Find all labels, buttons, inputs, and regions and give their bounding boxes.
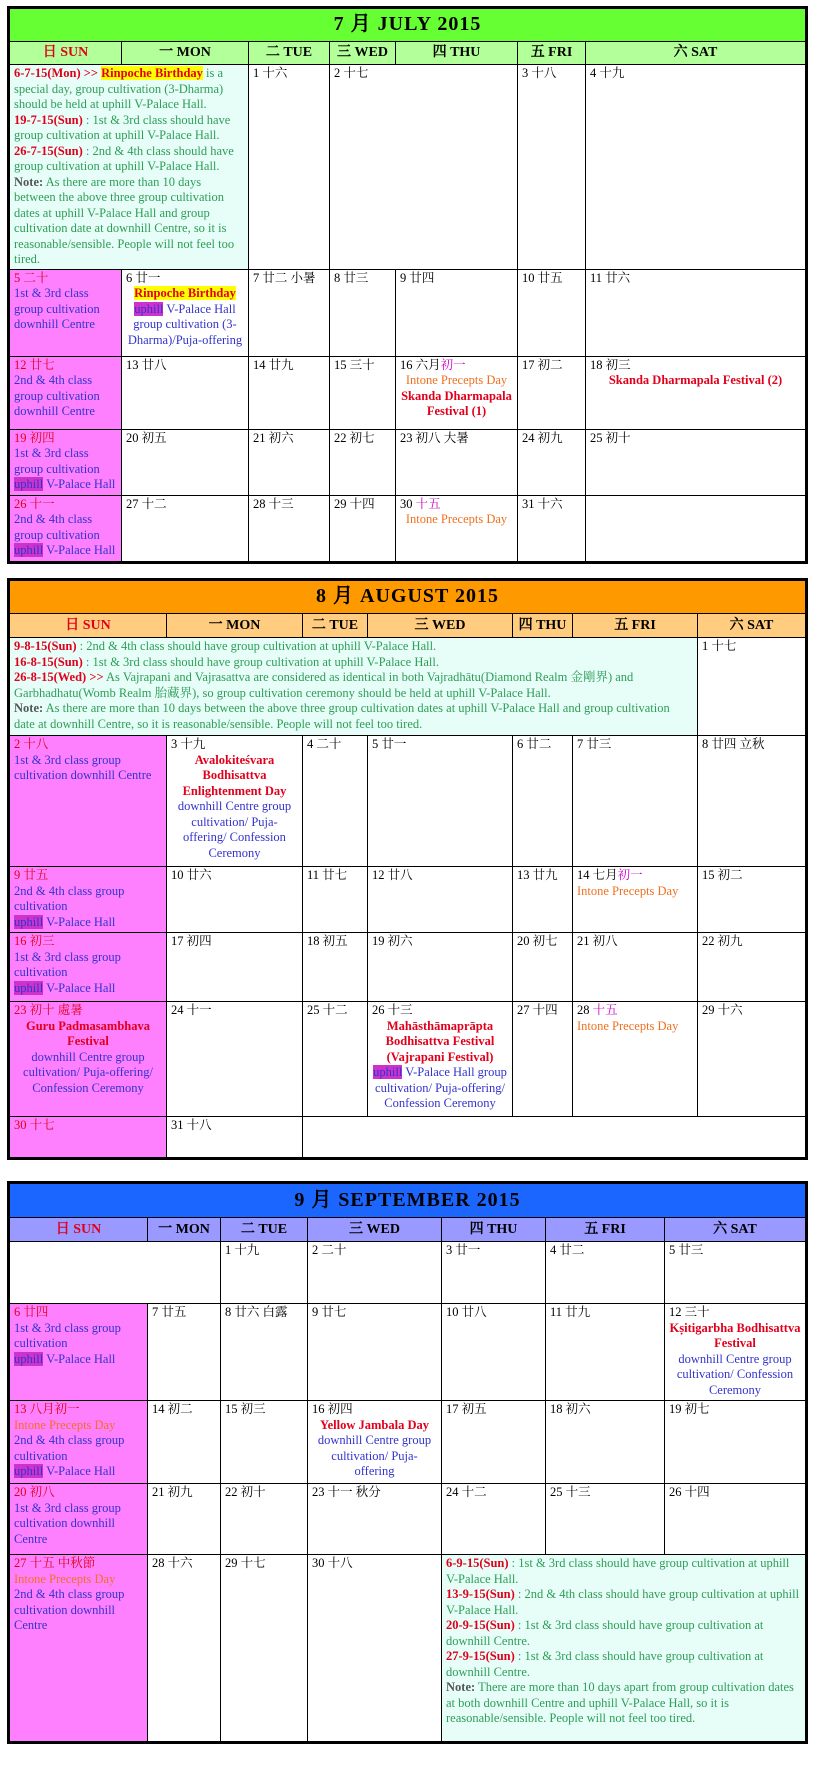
september-note: 6-9-15(Sun) : 1st & 3rd class should have group cultivation at uphill V-Palace Hall. 13-9-15(Sun) : 2nd & 4th class should have group cultivation at uphill V-Palace Hall. 20-9-15(Sun) : 1st & 3rd class should have group cultivation at downhill Centre. 27-9-15(Sun) : 1st & 3rd class should have group cultivation at downhill Centre. Note: There are more than 10 days apart from group cultivation dates at both downhill Centre and uphill V-Palace Hall, so it is reasonable/sensible. People will not feel too tired. [442,1555,806,1742]
july-day-27: 27 十二 [122,495,249,561]
august-day-15: 15 初二 [698,867,806,933]
july-header-tue: 二 TUE [249,42,330,65]
july-day-28: 28 十三 [249,495,330,561]
august-header-tue: 二 TUE [303,614,368,638]
august-calendar [7,578,808,1160]
september-header-sat: 六 SAT [665,1218,806,1242]
september-day-5: 5 廿三 [665,1242,806,1304]
september-day-18: 18 初六 [546,1401,665,1484]
september-header-mon: 一 MON [148,1218,221,1242]
august-day-11: 11 廿七 [303,867,368,933]
july-day-6: 6 廿一 Rinpoche Birthday uphill V-Palace Hall group cultivation (3-Dharma)/Puja-offering [122,269,249,356]
july-day-29: 29 十四 [330,495,396,561]
august-header-fri: 五 FRI [573,614,698,638]
august-day-31: 31 十八 [167,1117,303,1158]
july-day-14: 14 廿九 [249,356,330,429]
july-header-thu: 四 THU [396,42,518,65]
september-day-11: 11 廿九 [546,1304,665,1401]
august-header-wed: 三 WED [368,614,513,638]
september-day-2: 2 二十 [308,1242,442,1304]
july-day-5: 5 二十 1st & 3rd class group cultivation downhill Centre [10,269,122,356]
september-calendar [7,1181,808,1744]
august-day-16: 16 初三 1st & 3rd class group cultivation uphill V-Palace Hall [10,933,167,1002]
july-day-31: 31 十六 [518,495,586,561]
august-header-mon: 一 MON [167,614,303,638]
july-header-fri: 五 FRI [518,42,586,65]
september-day-4: 4 廿二 [546,1242,665,1304]
september-day-6: 6 廿四 1st & 3rd class group cultivation uphill V-Palace Hall [10,1304,148,1401]
september-day-28: 28 十六 [148,1555,221,1742]
august-day-3: 3 十九 Avalokiteśvara Bodhisattva Enlightenment Day downhill Centre group cultivation/ Puja-offering/ Confession Ceremony [167,736,303,867]
august-header-sun: 日 SUN [10,614,167,638]
september-day-26: 26 十四 [665,1484,806,1555]
september-empty [10,1242,221,1304]
september-title: 9 月 SEPTEMBER 2015 [10,1184,806,1218]
july-day-26: 26 十一 2nd & 4th class group cultivation uphill V-Palace Hall [10,495,122,561]
september-day-7: 7 廿五 [148,1304,221,1401]
september-day-25: 25 十三 [546,1484,665,1555]
september-day-24: 24 十二 [442,1484,546,1555]
august-header-thu: 四 THU [513,614,573,638]
september-day-9: 9 廿七 [308,1304,442,1401]
august-day-18: 18 初五 [303,933,368,1002]
july-day-13: 13 廿八 [122,356,249,429]
september-header-fri: 五 FRI [546,1218,665,1242]
august-day-22: 22 初九 [698,933,806,1002]
september-day-16: 16 初四 Yellow Jambala Day downhill Centre group cultivation/ Puja-offering [308,1401,442,1484]
august-day-19: 19 初六 [368,933,513,1002]
july-day-21: 21 初六 [249,429,330,495]
july-day-16: 16 六月初一 Intone Precepts Day Skanda Dharmapala Festival (1) [396,356,518,429]
august-day-24: 24 十一 [167,1002,303,1117]
july-day-11: 11 廿六 [586,269,806,356]
september-day-29: 29 十七 [221,1555,308,1742]
july-header-sat: 六 SAT [586,42,806,65]
august-day-10: 10 廿六 [167,867,303,933]
august-day-5: 5 廿一 [368,736,513,867]
september-day-21: 21 初九 [148,1484,221,1555]
july-header-mon: 一 MON [122,42,249,65]
september-day-22: 22 初十 [221,1484,308,1555]
august-day-2: 2 十八 1st & 3rd class group cultivation downhill Centre [10,736,167,867]
july-title: 7 月 JULY 2015 [10,9,806,42]
august-day-20: 20 初七 [513,933,573,1002]
july-day-8: 8 廿三 [330,269,396,356]
august-day-9: 9 廿五 2nd & 4th class group cultivation uphill V-Palace Hall [10,867,167,933]
september-day-12: 12 三十 Kṣitigarbha Bodhisattva Festival downhill Centre group cultivation/ Confession Ceremony [665,1304,806,1401]
august-day-7: 7 廿三 [573,736,698,867]
september-day-10: 10 廿八 [442,1304,546,1401]
july-header-sun: 日 SUN [10,42,122,65]
september-day-14: 14 初二 [148,1401,221,1484]
august-day-25: 25 十二 [303,1002,368,1117]
july-day-24: 24 初九 [518,429,586,495]
august-day-21: 21 初八 [573,933,698,1002]
august-day-23: 23 初十 處暑 Guru Padmasambhava Festival downhill Centre group cultivation/ Puja-offering/ Confession Ceremony [10,1002,167,1117]
july-day-1: 1 十六 [249,65,330,270]
august-title: 8 月 AUGUST 2015 [10,581,806,614]
july-day-20: 20 初五 [122,429,249,495]
august-day-6: 6 廿二 [513,736,573,867]
july-day-22: 22 初七 [330,429,396,495]
august-empty [303,1117,806,1158]
july-day-9: 9 廿四 [396,269,518,356]
july-day-18: 18 初三 Skanda Dharmapala Festival (2) [586,356,806,429]
august-day-13: 13 廿九 [513,867,573,933]
september-day-27: 27 十五 中秋節 Intone Precepts Day 2nd & 4th class group cultivation downhill Centre [10,1555,148,1742]
july-day-10: 10 廿五 [518,269,586,356]
july-day-30: 30 十五 Intone Precepts Day [396,495,518,561]
july-day-2: 2 十七 [330,65,518,270]
september-day-19: 19 初七 [665,1401,806,1484]
july-note: 6-7-15(Mon) >> Rinpoche Birthday is a special day, group cultivation (3-Dharma) should be held at uphill V-Palace Hall. 19-7-15(Sun) : 1st & 3rd class should have group cultivation at uphill V-Palace Hall. 26-7-15(Sun) : 2nd & 4th class should have group cultivation at uphill V-Palace Hall. Note: As there are more than 10 days between the above three group cultivation dates at uphill V-Palace Hall and group cultivation date at downhill Centre, so it is reasonable/sensible. People will not feel too tired. [10,65,249,270]
september-day-1: 1 十九 [221,1242,308,1304]
august-note: 9-8-15(Sun) : 2nd & 4th class should have group cultivation at uphill V-Palace Hall. 16-8-15(Sun) : 1st & 3rd class should have group cultivation at uphill V-Palace Hall. 26-8-15(Wed) >> As Vajrapani and Vajrasattva are considered as identical in both Vajradhātu(Diamond Realm 金剛界) and Garbhadhatu(Womb Realm 胎藏界), so group cultivation ceremony should be held at uphill V-Palace Hall. Note: As there are more than 10 days between the above three group cultivation dates at uphill V-Palace Hall and group cultivation date at downhill Centre, so it is reasonable/sensible. People will not feel too tired. [10,638,698,736]
september-day-3: 3 廿一 [442,1242,546,1304]
september-day-13: 13 八月初一 Intone Precepts Day 2nd & 4th class group cultivation uphill V-Palace Hall [10,1401,148,1484]
august-day-4: 4 二十 [303,736,368,867]
september-day-17: 17 初五 [442,1401,546,1484]
august-day-8: 8 廿四 立秋 [698,736,806,867]
august-day-12: 12 廿八 [368,867,513,933]
july-header-wed: 三 WED [330,42,396,65]
july-empty [586,495,806,561]
september-day-8: 8 廿六 白露 [221,1304,308,1401]
july-day-23: 23 初八 大暑 [396,429,518,495]
july-day-12: 12 廿七 2nd & 4th class group cultivation downhill Centre [10,356,122,429]
september-day-20: 20 初八 1st & 3rd class group cultivation downhill Centre [10,1484,148,1555]
august-day-28: 28 十五 Intone Precepts Day [573,1002,698,1117]
august-day-14: 14 七月初一 Intone Precepts Day [573,867,698,933]
july-calendar [7,6,808,564]
july-day-4: 4 十九 [586,65,806,270]
september-day-23: 23 十一 秋分 [308,1484,442,1555]
august-day-30: 30 十七 [10,1117,167,1158]
august-day-27: 27 十四 [513,1002,573,1117]
september-day-30: 30 十八 [308,1555,442,1742]
september-header-tue: 二 TUE [221,1218,308,1242]
august-day-29: 29 十六 [698,1002,806,1117]
july-day-17: 17 初二 [518,356,586,429]
august-day-26: 26 十三 Mahāsthāmaprāpta Bodhisattva Festival (Vajrapani Festival) uphill V-Palace Hall group cultivation/ Puja-offering/ Confession Ceremony [368,1002,513,1117]
september-header-wed: 三 WED [308,1218,442,1242]
july-day-19: 19 初四 1st & 3rd class group cultivation uphill V-Palace Hall [10,429,122,495]
july-day-25: 25 初十 [586,429,806,495]
july-day-3: 3 十八 [518,65,586,270]
august-day-1: 1 十七 [698,638,806,736]
july-day-15: 15 三十 [330,356,396,429]
september-day-15: 15 初三 [221,1401,308,1484]
september-header-sun: 日 SUN [10,1218,148,1242]
august-header-sat: 六 SAT [698,614,806,638]
august-day-17: 17 初四 [167,933,303,1002]
july-day-7: 7 廿二 小暑 [249,269,330,356]
september-header-thu: 四 THU [442,1218,546,1242]
